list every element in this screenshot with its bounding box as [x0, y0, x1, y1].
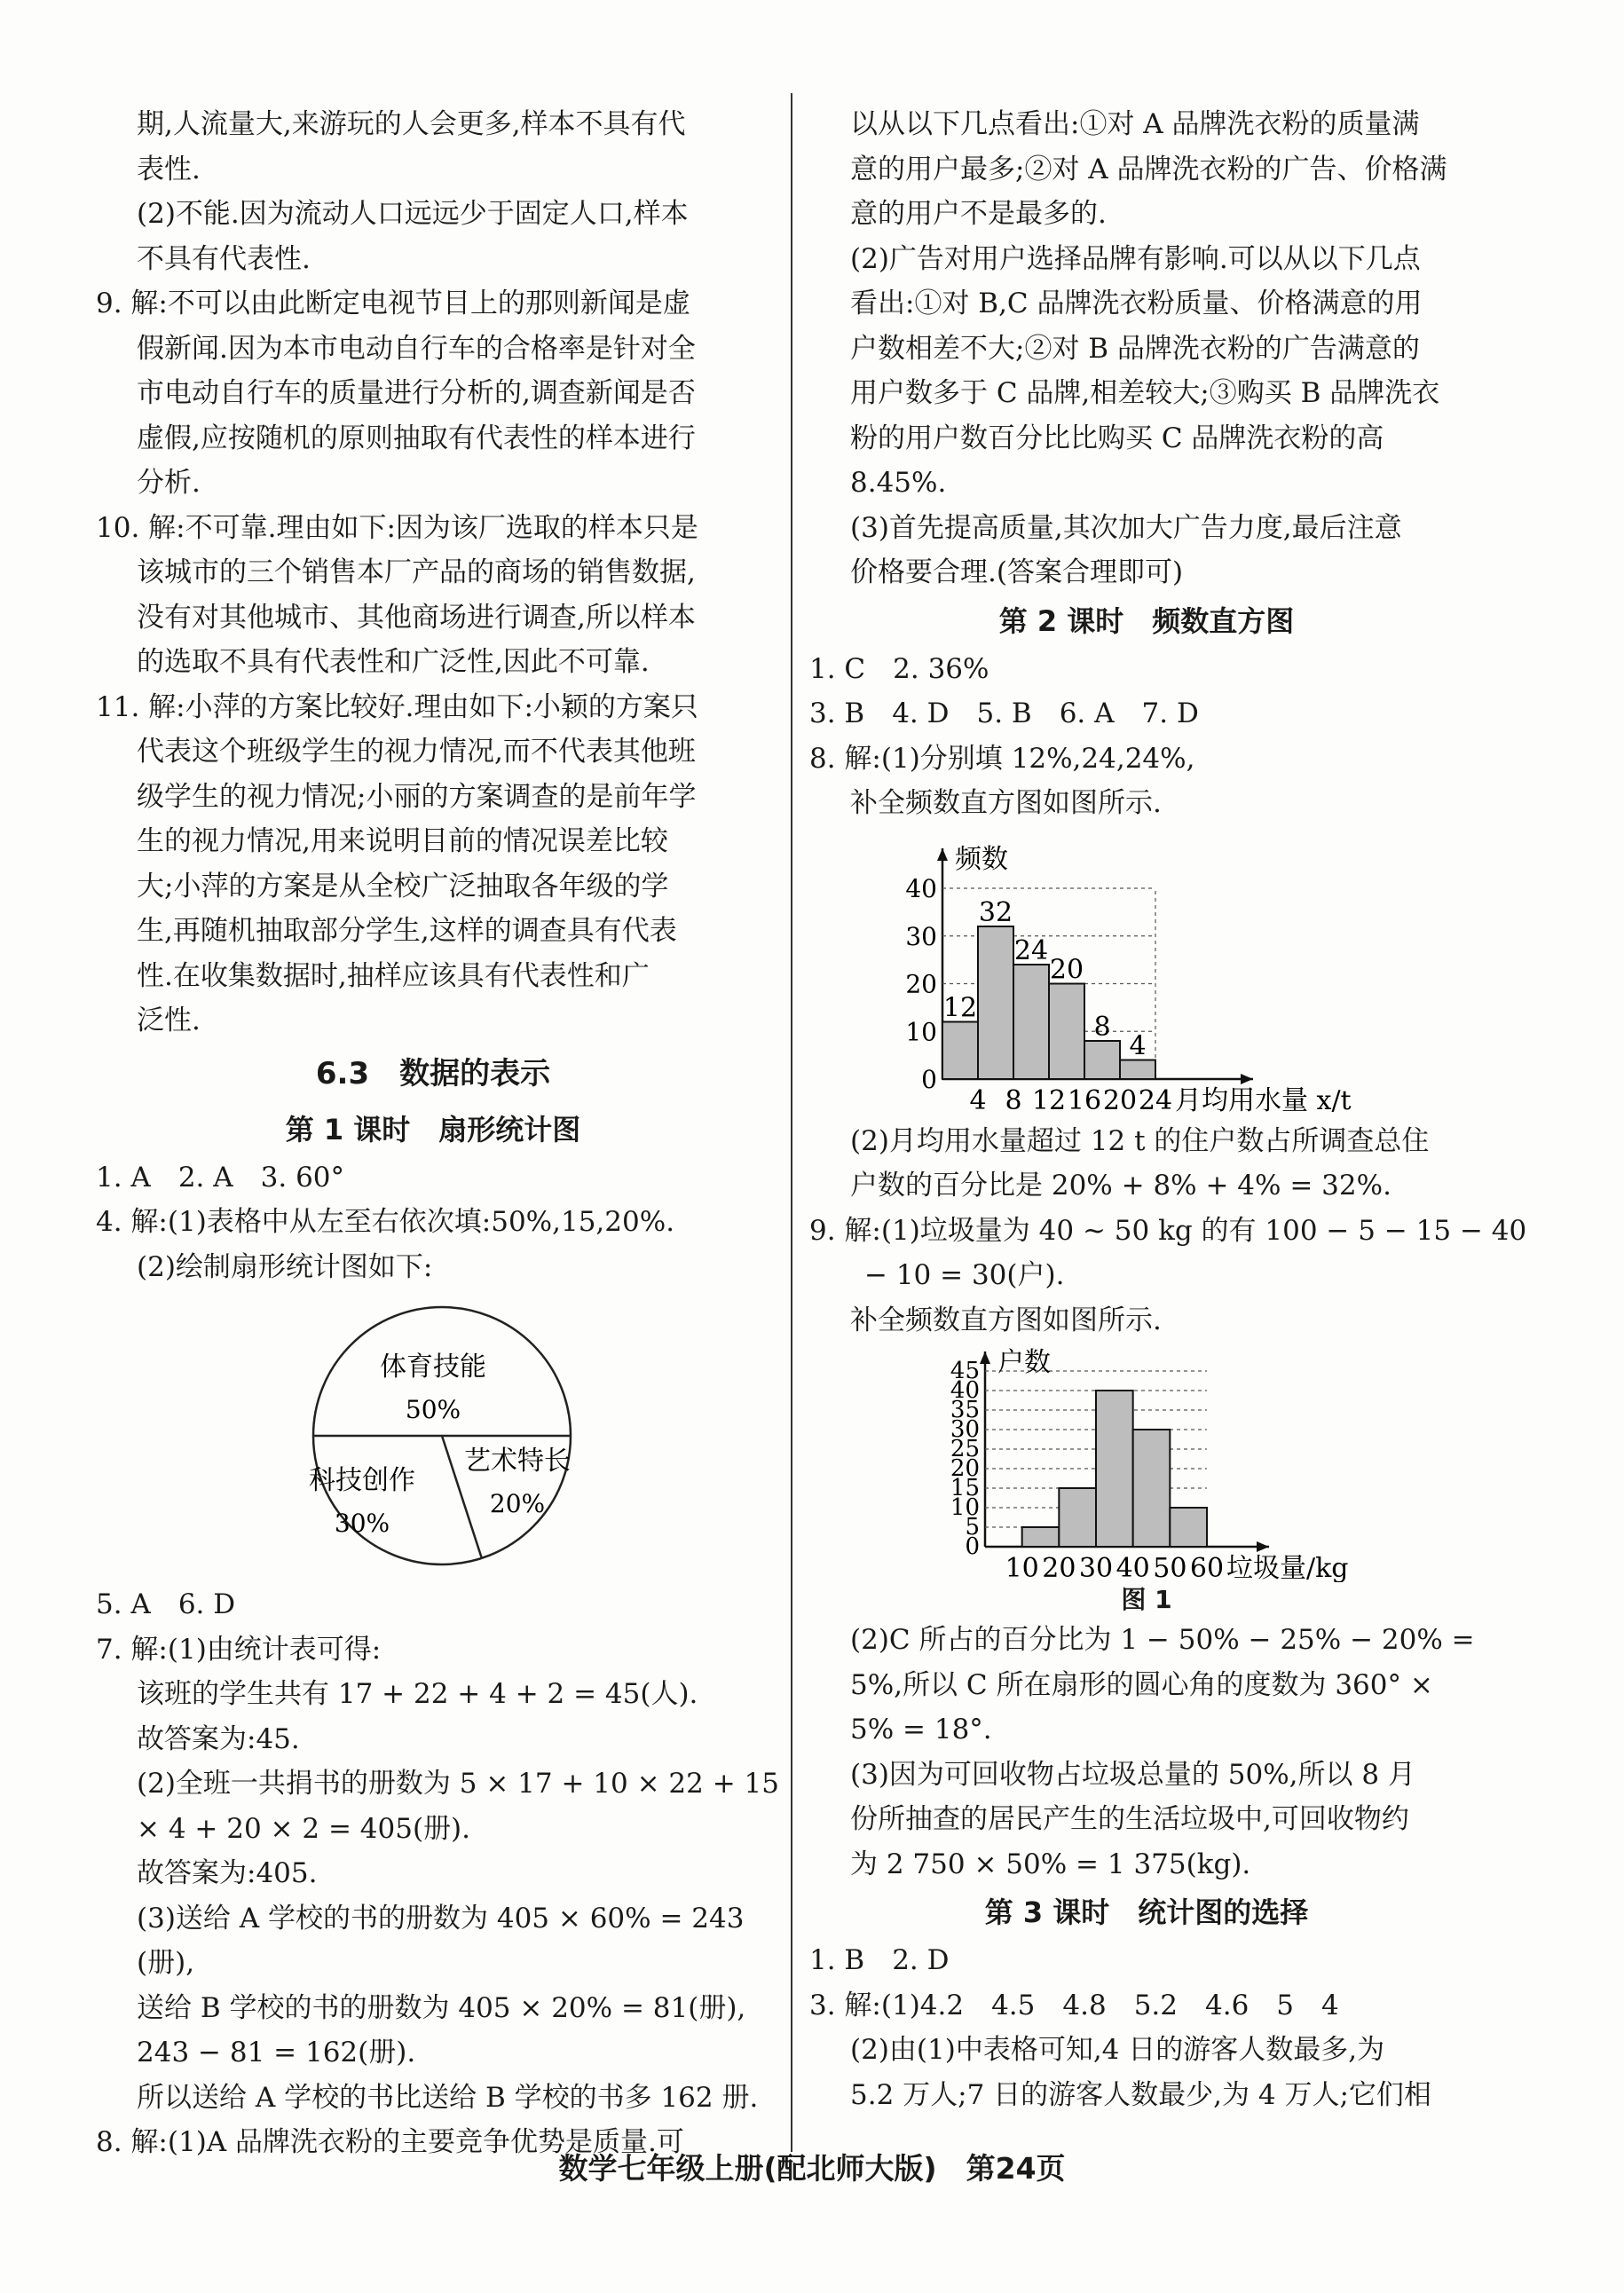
y-tick-label: 35 — [950, 1397, 980, 1423]
text-line: 1. C 2. 36% — [809, 652, 989, 685]
histogram-bar — [1059, 1488, 1096, 1547]
section-title: 6.3 数据的表示 — [315, 1055, 551, 1091]
text-line: 没有对其他城市、其他商场进行调查,所以样本 — [137, 601, 696, 634]
left-column — [96, 102, 780, 2165]
text-line: 代表这个班级学生的视力情况,而不代表其他班 — [137, 736, 696, 768]
pie-slice-label: 体育技能 — [380, 1351, 486, 1383]
text-line: 补全频数直方图如图所示. — [850, 787, 1162, 819]
text-line: 看出:①对 B,C 品牌洗衣粉质量、价格满意的用 — [850, 288, 1423, 319]
text-line: 243 − 81 = 162(册). — [137, 2037, 416, 2068]
histogram-bar — [942, 1021, 978, 1079]
y-axis-title: 频数 — [955, 843, 1008, 875]
text-line: 分析. — [137, 467, 201, 499]
histogram-garbage — [809, 1343, 1484, 1582]
right-text-mid2 — [809, 1119, 1527, 1343]
pie-slice-label: 科技创作 — [309, 1465, 415, 1496]
y-tick-label: 40 — [905, 873, 937, 903]
text-line: 9. 解:不可以由此断定电视节目上的那则新闻是虚 — [96, 288, 690, 319]
text-line: 生的视力情况,用来说明目前的情况误差比较 — [137, 825, 668, 857]
y-tick-label: 30 — [950, 1416, 980, 1443]
text-line: (3)送给 A 学校的书的册数为 405 × 60% = 243 — [137, 1902, 745, 1934]
bar-value-label: 20 — [1049, 954, 1084, 985]
y-axis-arrow — [980, 1351, 990, 1364]
column-divider — [791, 93, 792, 2152]
text-line: 户数相差不大;②对 B 品牌洗衣粉的广告满意的 — [850, 332, 1420, 365]
text-line: 泛性. — [137, 1005, 201, 1036]
lesson1-title: 第 1 课时 扇形统计图 — [285, 1112, 581, 1146]
left-text-bottom — [96, 1582, 780, 2165]
text-line: 9. 解:(1)垃圾量为 40 ~ 50 kg 的有 100 − 5 − 15 − 40 — [809, 1214, 1527, 1247]
y-tick-label: 10 — [905, 1016, 937, 1046]
y-tick-label: 0 — [965, 1533, 980, 1560]
text-line: 3. B 4. D 5. B 6. A 7. D — [809, 697, 1199, 729]
text-line: 3. 解:(1)4.2 4.5 4.8 5.2 4.6 5 4 — [809, 1989, 1339, 2021]
text-line: 5% = 18°. — [850, 1714, 992, 1745]
text-line: 粉的用户数百分比比购买 C 品牌洗衣粉的高 — [850, 422, 1384, 454]
x-tick-label: 40 — [1116, 1553, 1150, 1582]
text-line: 用户数多于 C 品牌,相差较大;③购买 B 品牌洗衣 — [850, 377, 1440, 409]
text-line: (2)月均用水量超过 12 t 的住户数占所调查总住 — [850, 1124, 1430, 1157]
text-line: (2)不能.因为流动人口远远少于固定人口,样本 — [137, 198, 689, 230]
text-line: 户数的百分比是 20% + 8% + 4% = 32%. — [850, 1170, 1391, 1202]
histogram-water-chart — [809, 826, 1484, 1119]
text-line: 性.在收集数据时,抽样应该具有代表性和广 — [137, 959, 650, 992]
text-line: 表性. — [137, 153, 201, 185]
pie-slice-percent: 50% — [405, 1395, 461, 1424]
y-axis-arrow — [937, 848, 948, 861]
bar-value-label: 8 — [1093, 1011, 1111, 1043]
right-text-bottom — [809, 1618, 1484, 1887]
y-tick-label: 45 — [950, 1358, 980, 1384]
text-line: 该班的学生共有 17 + 22 + 4 + 2 = 45(人). — [137, 1678, 698, 1710]
bar-value-label: 12 — [942, 992, 978, 1023]
histogram-bar — [1096, 1391, 1133, 1547]
text-line: 7. 解:(1)由统计表可得: — [96, 1633, 382, 1666]
text-line: (2)全班一共捐书的册数为 5 × 17 + 10 × 22 + 15 — [137, 1768, 780, 1800]
text-line: 期,人流量大,来游玩的人会更多,样本不具有代 — [137, 108, 686, 140]
x-tick-label: 20 — [1042, 1553, 1076, 1582]
text-line: 的选取不具有代表性和广泛性,因此不可靠. — [137, 646, 650, 678]
text-line: − 10 = 30(户). — [864, 1259, 1065, 1291]
x-tick-label: 4 — [969, 1084, 987, 1116]
text-line: 大;小萍的方案是从全校广泛抽取各年级的学 — [137, 870, 669, 902]
x-tick-label: 10 — [1005, 1553, 1039, 1582]
text-line: 意的用户不是最多的. — [850, 198, 1107, 230]
x-tick-label: 20 — [1102, 1084, 1138, 1116]
text-line: (2)广告对用户选择品牌有影响.可以从以下几点 — [850, 242, 1421, 275]
text-line: 虚假,应按随机的原则抽取有代表性的样本进行 — [137, 422, 696, 454]
pie-chart — [96, 1289, 770, 1582]
bar-value-label: 4 — [1129, 1030, 1147, 1061]
y-axis-title: 户数 — [997, 1347, 1051, 1378]
text-line: (3)因为可回收物占垃圾总量的 50%,所以 8 月 — [850, 1758, 1415, 1791]
x-tick-label: 30 — [1078, 1553, 1114, 1582]
y-tick-label: 30 — [905, 921, 937, 951]
text-line: 11. 解:小萍的方案比较好.理由如下:小颖的方案只 — [96, 690, 698, 723]
text-line: 5. A 6. D — [96, 1588, 236, 1620]
text-line: 不具有代表性. — [137, 242, 311, 275]
text-line: 意的用户最多;②对 A 品牌洗衣粉的广告、价格满 — [850, 153, 1447, 185]
text-line: 10. 解:不可靠.理由如下:因为该厂选取的样本只是 — [96, 511, 698, 544]
histogram-bar — [1133, 1430, 1171, 1547]
y-tick-label: 20 — [905, 969, 937, 998]
right-text-top — [809, 102, 1484, 595]
x-axis-title: 垃圾量/kg — [1226, 1553, 1349, 1582]
pie-slice-label: 艺术特长 — [464, 1446, 571, 1477]
x-axis-title: 月均用水量 x/t — [1175, 1084, 1352, 1116]
text-line: 故答案为:405. — [137, 1857, 318, 1889]
text-line: 市电动自行车的质量进行分析的,调查新闻是否 — [137, 377, 696, 409]
text-line: 为 2 750 × 50% = 1 375(kg). — [850, 1848, 1251, 1880]
text-line: 4. 解:(1)表格中从左至右依次填:50%,15,20%. — [96, 1206, 675, 1238]
left-text-mid — [96, 1155, 770, 1290]
right-column — [809, 102, 1527, 2117]
text-line: (2)由(1)中表格可知,4 日的游客人数最多,为 — [850, 2034, 1385, 2066]
text-line: 8. 解:(1)A 品牌洗衣粉的主要竞争优势是质量.可 — [96, 2126, 684, 2158]
text-line: 假新闻.因为本市电动自行车的合格率是针对全 — [137, 332, 696, 365]
x-tick-label: 60 — [1189, 1553, 1225, 1582]
text-line: 8. 解:(1)分别填 12%,24,24%, — [809, 742, 1195, 775]
y-tick-label: 15 — [950, 1475, 980, 1501]
text-line: 5.2 万人;7 日的游客人数最少,为 4 万人;它们相 — [850, 2078, 1431, 2111]
histogram-bar — [1084, 1041, 1120, 1079]
text-line: 级学生的视力情况;小丽的方案调查的是前年学 — [137, 780, 697, 813]
x-tick-label: 24 — [1138, 1084, 1173, 1116]
histogram-bar — [978, 926, 1013, 1079]
histogram-bar — [1170, 1508, 1207, 1547]
x-tick-label: 8 — [1005, 1084, 1022, 1116]
y-tick-label: 40 — [950, 1377, 980, 1404]
left-text-top — [96, 102, 770, 1044]
pie-slice-percent: 20% — [489, 1489, 546, 1518]
text-line: 份所抽查的居民产生的生活垃圾中,可回收物约 — [850, 1803, 1409, 1835]
text-line: 所以送给 A 学校的书比送给 B 学校的书多 162 册. — [137, 2081, 759, 2114]
text-line: (2)C 所占的百分比为 1 − 50% − 25% − 20% = — [850, 1624, 1475, 1656]
lesson2-title: 第 2 课时 频数直方图 — [998, 603, 1295, 638]
pie-chart-figure — [96, 1289, 770, 1582]
histogram-garbage-chart — [809, 1343, 1484, 1582]
text-line: 生,再随机抽取部分学生,这样的调查具有代表 — [137, 915, 677, 947]
histogram-bar — [1022, 1527, 1060, 1547]
text-line: 补全频数直方图如图所示. — [850, 1304, 1162, 1336]
y-tick-label: 5 — [965, 1514, 980, 1540]
text-line: × 4 + 20 × 2 = 405(册). — [137, 1812, 470, 1845]
text-line: 价格要合理.(答案合理即可) — [850, 556, 1184, 588]
page-footer: 数学七年级上册(配北师大版) 第24页 — [558, 2151, 1066, 2186]
text-line: (2)绘制扇形统计图如下: — [137, 1250, 433, 1283]
x-tick-label: 50 — [1153, 1553, 1187, 1582]
text-line: 1. A 2. A 3. 60° — [96, 1161, 345, 1194]
text-line: 5%,所以 C 所在扇形的圆心角的度数为 360° × — [850, 1668, 1433, 1701]
text-line: 以从以下几点看出:①对 A 品牌洗衣粉的质量满 — [850, 108, 1420, 140]
x-axis-arrow — [1241, 1074, 1253, 1084]
right-text-mid — [809, 647, 1484, 826]
x-tick-label: 16 — [1067, 1084, 1102, 1116]
text-line: (册), — [137, 1947, 195, 1979]
y-tick-label: 25 — [950, 1436, 980, 1462]
text-line: 故答案为:45. — [137, 1722, 300, 1755]
histogram-water — [809, 826, 1484, 1119]
text-line: (3)首先提高质量,其次加大广告力度,最后注意 — [850, 511, 1402, 544]
text-line: 8.45%. — [850, 467, 947, 499]
y-tick-label: 20 — [950, 1455, 980, 1482]
text-line: 送给 B 学校的书的册数为 405 × 20% = 81(册), — [137, 1991, 746, 2024]
histogram-bar — [1013, 965, 1049, 1079]
lesson3-title: 第 3 课时 统计图的选择 — [984, 1895, 1309, 1929]
x-axis-arrow — [1257, 1541, 1269, 1552]
bar-value-label: 32 — [978, 896, 1013, 928]
histogram-bar — [1049, 983, 1084, 1079]
x-tick-label: 12 — [1031, 1084, 1067, 1116]
pie-slice-percent: 30% — [334, 1509, 390, 1538]
histogram-bar — [1120, 1060, 1155, 1079]
right-text-end — [809, 1938, 1484, 2117]
y-tick-label: 10 — [950, 1494, 980, 1521]
y-tick-label: 0 — [921, 1064, 937, 1094]
bar-value-label: 24 — [1013, 934, 1049, 966]
figure-caption: 图 1 — [1121, 1585, 1172, 1614]
text-line: 1. B 2. D — [809, 1944, 950, 1976]
text-line: 该城市的三个销售本厂产品的商场的销售数据, — [137, 556, 696, 588]
